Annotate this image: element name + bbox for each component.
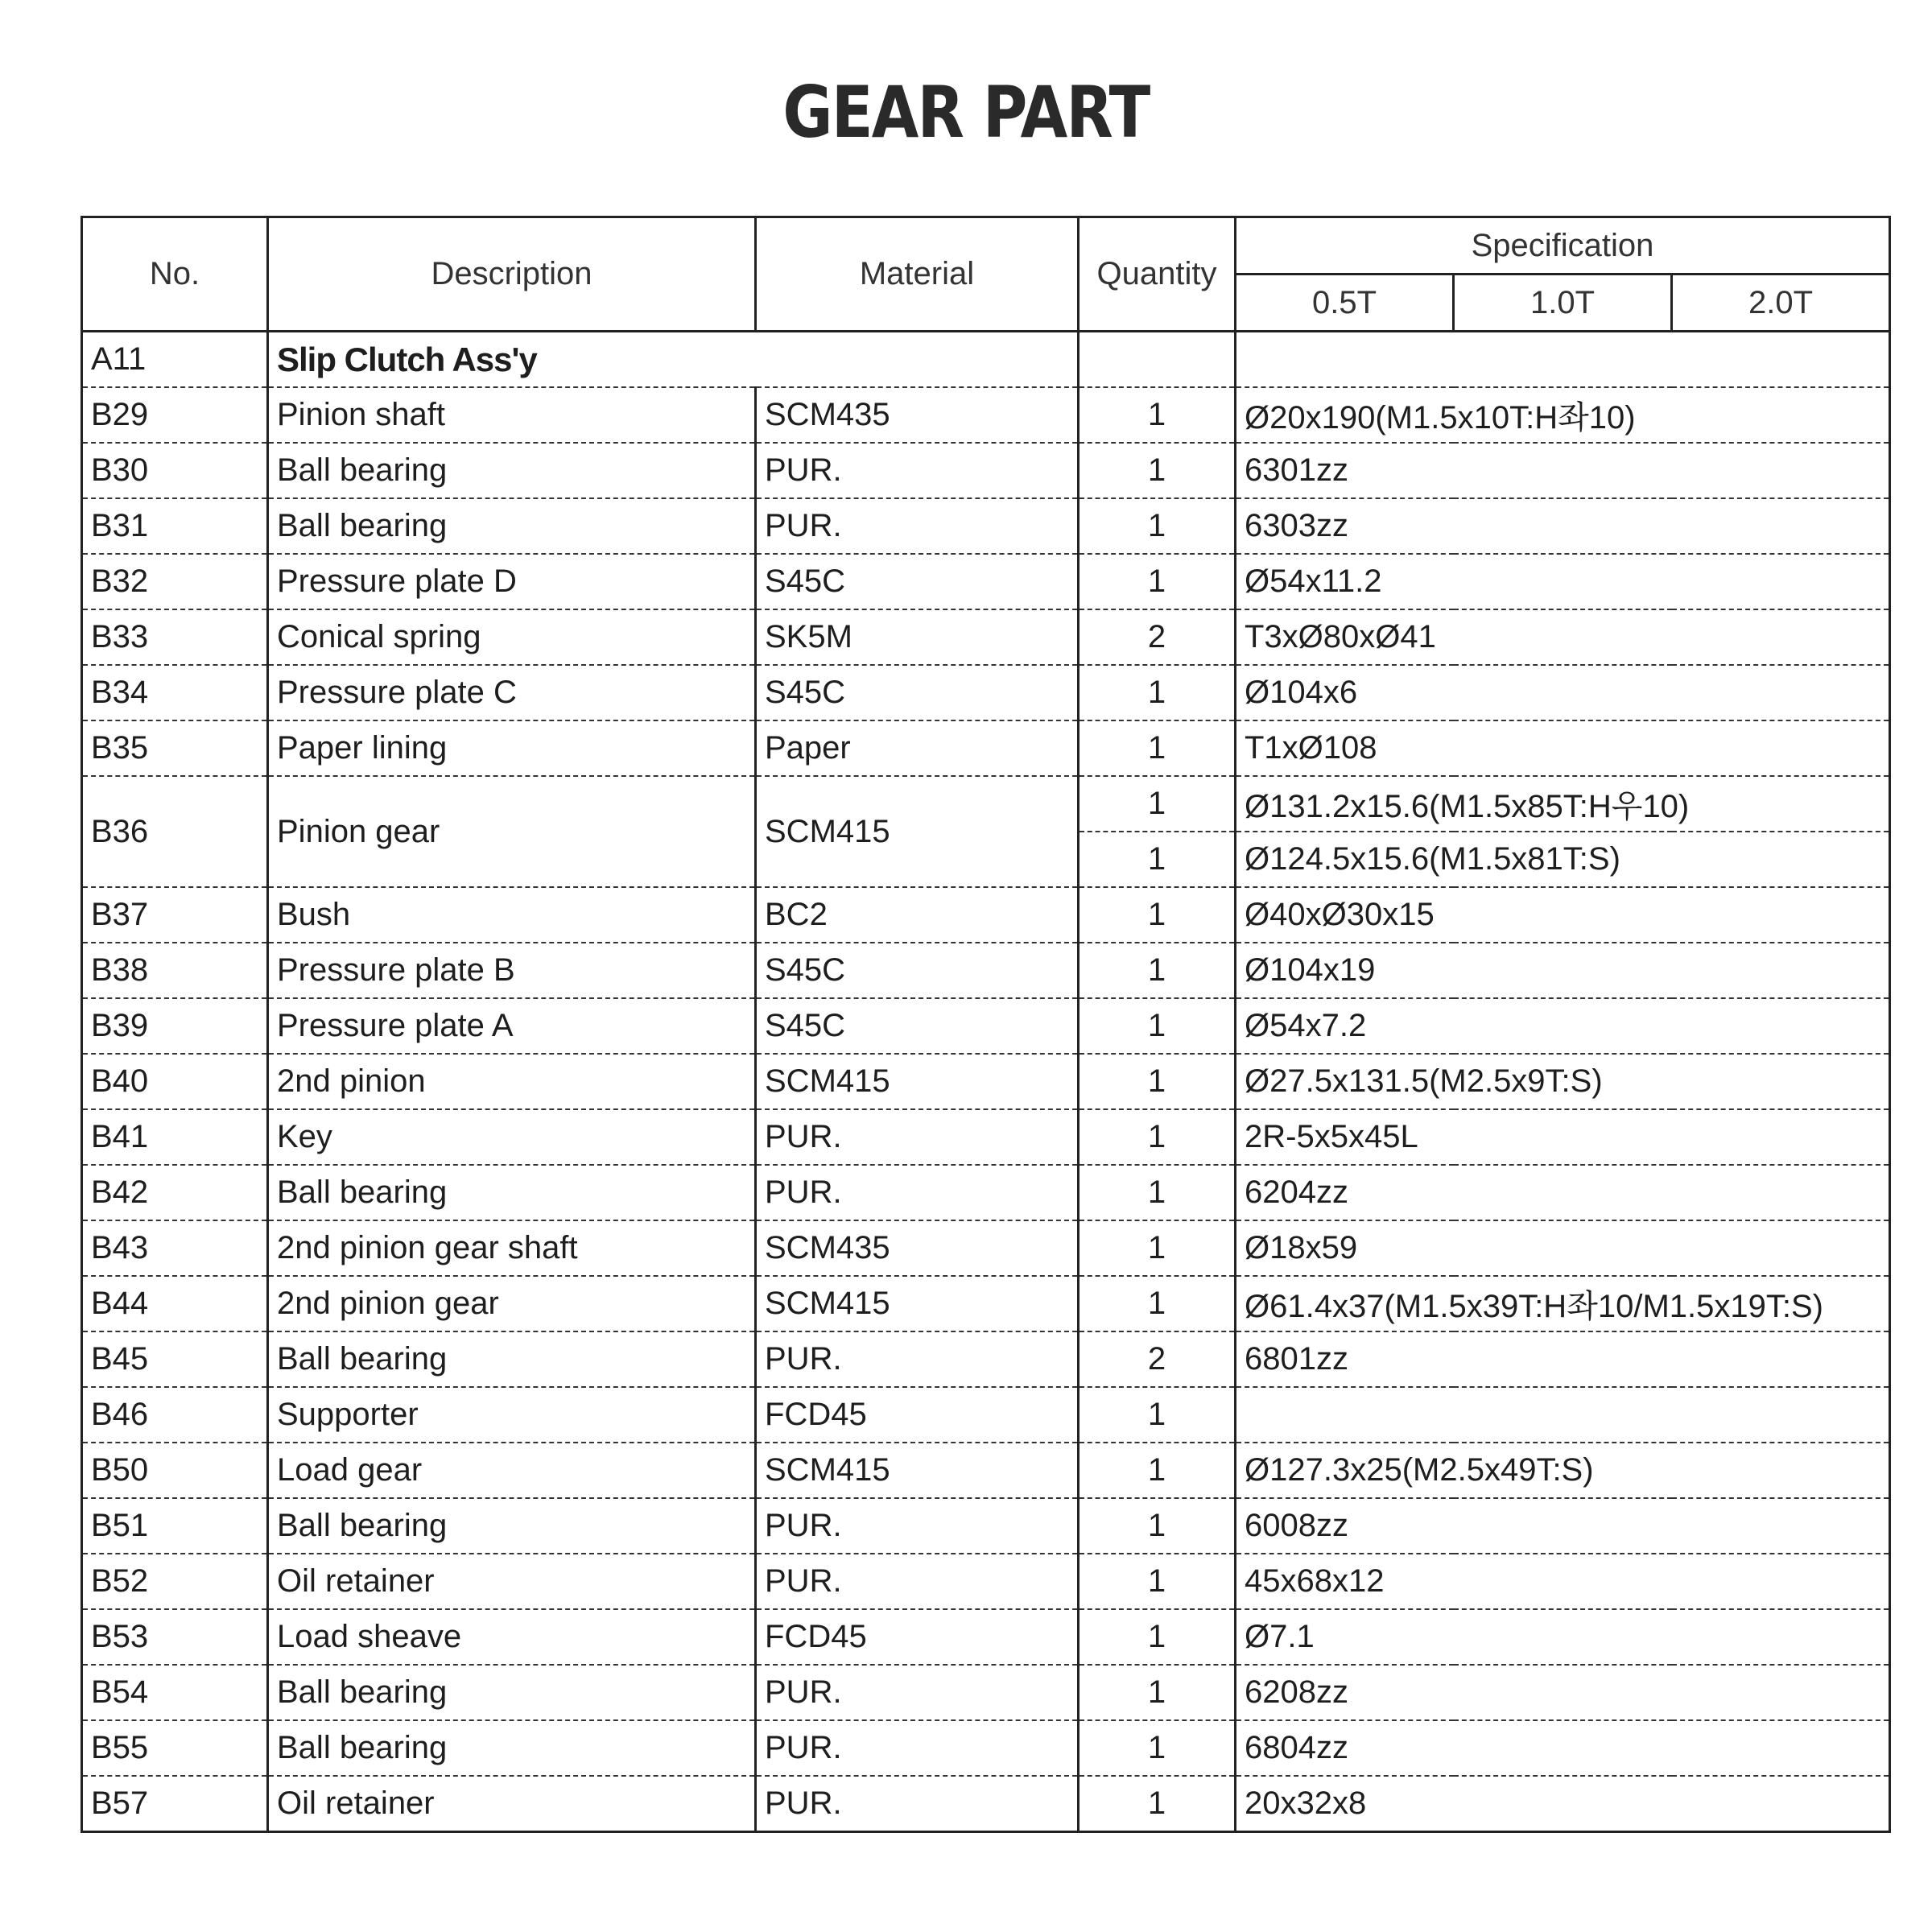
section-no: A11: [82, 332, 268, 388]
part-quantity: 1: [1079, 498, 1236, 554]
table-row: [82, 665, 1890, 720]
part-material: PUR.: [756, 1665, 1079, 1720]
part-spec: Ø7.1: [1236, 1609, 1890, 1665]
part-description: Load gear: [268, 1443, 756, 1498]
table-row: [82, 1276, 1890, 1331]
part-description: Pressure plate D: [268, 554, 756, 609]
part-material: SCM415: [756, 1443, 1079, 1498]
table-row: [82, 776, 1890, 832]
part-no: B52: [82, 1554, 268, 1609]
part-spec: 6008zz: [1236, 1498, 1890, 1554]
part-description: Ball bearing: [268, 1720, 756, 1776]
header-description: Description: [268, 217, 756, 332]
part-quantity: 1: [1079, 832, 1236, 887]
part-description: Pinion shaft: [268, 387, 756, 443]
part-description: Paper lining: [268, 720, 756, 776]
part-quantity: 1: [1079, 1665, 1236, 1720]
part-quantity: 1: [1079, 665, 1236, 720]
header-spec-1-0t: 1.0T: [1454, 275, 1672, 332]
part-spec: Ø27.5x131.5(M2.5x9T:S): [1236, 1054, 1890, 1109]
part-spec: Ø40xØ30x15: [1236, 887, 1890, 943]
part-quantity: 1: [1079, 1276, 1236, 1331]
part-quantity: 1: [1079, 887, 1236, 943]
part-description: Ball bearing: [268, 1665, 756, 1720]
part-quantity: 2: [1079, 609, 1236, 665]
part-description: Ball bearing: [268, 1331, 756, 1387]
part-no: B53: [82, 1609, 268, 1665]
part-spec: 2R-5x5x45L: [1236, 1109, 1890, 1165]
table-row: [82, 1054, 1890, 1109]
part-material: Paper: [756, 720, 1079, 776]
part-quantity: 1: [1079, 1054, 1236, 1109]
part-no: B43: [82, 1220, 268, 1276]
part-no: B40: [82, 1054, 268, 1109]
part-material: SK5M: [756, 609, 1079, 665]
part-quantity: 2: [1079, 1331, 1236, 1387]
table-row: [82, 887, 1890, 943]
part-material: SCM415: [756, 1276, 1079, 1331]
part-description: Pressure plate B: [268, 943, 756, 998]
part-description: 2nd pinion: [268, 1054, 756, 1109]
page-title: GEAR PART: [782, 71, 1150, 154]
part-no: B45: [82, 1331, 268, 1387]
part-spec: 45x68x12: [1236, 1554, 1890, 1609]
part-spec: 20x32x8: [1236, 1776, 1890, 1832]
part-no: B39: [82, 998, 268, 1054]
table-row: [82, 1554, 1890, 1609]
part-quantity: 1: [1079, 1776, 1236, 1832]
table-row: [82, 1165, 1890, 1220]
part-description: Bush: [268, 887, 756, 943]
part-no: B29: [82, 387, 268, 443]
part-no: B35: [82, 720, 268, 776]
part-spec: Ø54x7.2: [1236, 998, 1890, 1054]
table-row: [82, 720, 1890, 776]
part-quantity: 1: [1079, 1165, 1236, 1220]
header-no: No.: [82, 217, 268, 332]
part-no: B42: [82, 1165, 268, 1220]
table-row: [82, 1443, 1890, 1498]
part-material: PUR.: [756, 1720, 1079, 1776]
part-spec: 6204zz: [1236, 1165, 1890, 1220]
part-description: Pressure plate C: [268, 665, 756, 720]
part-description: Pressure plate A: [268, 998, 756, 1054]
section-row: [82, 332, 1890, 388]
header-specification: Specification: [1236, 217, 1890, 275]
part-quantity: 1: [1079, 776, 1236, 832]
part-description: 2nd pinion gear: [268, 1276, 756, 1331]
part-spec: 6208zz: [1236, 1665, 1890, 1720]
part-description: Load sheave: [268, 1609, 756, 1665]
part-quantity: 1: [1079, 720, 1236, 776]
part-spec: [1236, 1387, 1890, 1443]
section-spec: [1236, 332, 1890, 388]
table-body: [82, 332, 1890, 1832]
part-no: B46: [82, 1387, 268, 1443]
part-spec: Ø18x59: [1236, 1220, 1890, 1276]
section-description: Slip Clutch Ass'y: [268, 332, 1079, 388]
part-no: B41: [82, 1109, 268, 1165]
part-spec: Ø131.2x15.6(M1.5x85T:H우10): [1236, 776, 1890, 832]
part-material: PUR.: [756, 498, 1079, 554]
part-spec: Ø54x11.2: [1236, 554, 1890, 609]
table-row: [82, 1220, 1890, 1276]
part-no: B31: [82, 498, 268, 554]
part-material: SCM415: [756, 776, 1079, 887]
part-material: BC2: [756, 887, 1079, 943]
table-row: [82, 998, 1890, 1054]
header-spec-2-0t: 2.0T: [1672, 275, 1890, 332]
part-no: B36: [82, 776, 268, 887]
part-quantity: 1: [1079, 443, 1236, 498]
table-row: [82, 1609, 1890, 1665]
part-material: PUR.: [756, 1554, 1079, 1609]
part-quantity: 1: [1079, 1443, 1236, 1498]
part-spec: 6301zz: [1236, 443, 1890, 498]
part-material: PUR.: [756, 1165, 1079, 1220]
part-material: S45C: [756, 943, 1079, 998]
part-no: B44: [82, 1276, 268, 1331]
part-no: B34: [82, 665, 268, 720]
part-quantity: 1: [1079, 1498, 1236, 1554]
part-spec: 6801zz: [1236, 1331, 1890, 1387]
part-material: PUR.: [756, 1331, 1079, 1387]
part-description: Key: [268, 1109, 756, 1165]
part-description: Pinion gear: [268, 776, 756, 887]
part-description: 2nd pinion gear shaft: [268, 1220, 756, 1276]
part-no: B30: [82, 443, 268, 498]
part-quantity: 1: [1079, 1609, 1236, 1665]
part-material: PUR.: [756, 443, 1079, 498]
part-material: SCM415: [756, 1054, 1079, 1109]
table-row: [82, 1720, 1890, 1776]
table-row: [82, 554, 1890, 609]
part-spec: Ø61.4x37(M1.5x39T:H좌10/M1.5x19T:S): [1236, 1276, 1890, 1331]
header-spec-0-5t: 0.5T: [1236, 275, 1454, 332]
part-description: Ball bearing: [268, 498, 756, 554]
section-quantity: [1079, 332, 1236, 388]
table-row: [82, 1498, 1890, 1554]
table-row: [82, 1665, 1890, 1720]
part-material: S45C: [756, 554, 1079, 609]
part-material: PUR.: [756, 1109, 1079, 1165]
table-row: [82, 498, 1890, 554]
part-description: Supporter: [268, 1387, 756, 1443]
header-quantity: Quantity: [1079, 217, 1236, 332]
table-row: [82, 1109, 1890, 1165]
part-no: B57: [82, 1776, 268, 1832]
part-material: PUR.: [756, 1776, 1079, 1832]
part-no: B38: [82, 943, 268, 998]
part-quantity: 1: [1079, 1554, 1236, 1609]
part-quantity: 1: [1079, 1387, 1236, 1443]
part-no: B32: [82, 554, 268, 609]
part-spec: Ø124.5x15.6(M1.5x81T:S): [1236, 832, 1890, 887]
table-row: [82, 1776, 1890, 1832]
part-material: SCM435: [756, 387, 1079, 443]
table-row: [82, 387, 1890, 443]
table-header: [82, 217, 1890, 332]
table-row: [82, 609, 1890, 665]
part-description: Ball bearing: [268, 1165, 756, 1220]
part-quantity: 1: [1079, 1720, 1236, 1776]
part-quantity: 1: [1079, 554, 1236, 609]
table-row: [82, 943, 1890, 998]
table-row: [82, 443, 1890, 498]
header-material: Material: [756, 217, 1079, 332]
part-material: SCM435: [756, 1220, 1079, 1276]
part-spec: Ø104x6: [1236, 665, 1890, 720]
part-spec: Ø127.3x25(M2.5x49T:S): [1236, 1443, 1890, 1498]
part-spec: Ø20x190(M1.5x10T:H좌10): [1236, 387, 1890, 443]
part-description: Oil retainer: [268, 1776, 756, 1832]
part-material: S45C: [756, 665, 1079, 720]
part-spec: Ø104x19: [1236, 943, 1890, 998]
part-description: Ball bearing: [268, 1498, 756, 1554]
part-quantity: 1: [1079, 998, 1236, 1054]
part-quantity: 1: [1079, 387, 1236, 443]
part-no: B51: [82, 1498, 268, 1554]
part-description: Oil retainer: [268, 1554, 756, 1609]
part-material: S45C: [756, 998, 1079, 1054]
part-quantity: 1: [1079, 1220, 1236, 1276]
part-description: Ball bearing: [268, 443, 756, 498]
part-no: B33: [82, 609, 268, 665]
part-quantity: 1: [1079, 1109, 1236, 1165]
part-no: B50: [82, 1443, 268, 1498]
part-spec: 6804zz: [1236, 1720, 1890, 1776]
part-material: FCD45: [756, 1387, 1079, 1443]
part-spec: T1xØ108: [1236, 720, 1890, 776]
part-no: B55: [82, 1720, 268, 1776]
parts-table: [80, 216, 1891, 1833]
table-row: [82, 1331, 1890, 1387]
part-quantity: 1: [1079, 943, 1236, 998]
part-spec: T3xØ80xØ41: [1236, 609, 1890, 665]
part-no: B37: [82, 887, 268, 943]
part-material: FCD45: [756, 1609, 1079, 1665]
part-spec: 6303zz: [1236, 498, 1890, 554]
part-material: PUR.: [756, 1498, 1079, 1554]
part-description: Conical spring: [268, 609, 756, 665]
table-row: [82, 1387, 1890, 1443]
part-no: B54: [82, 1665, 268, 1720]
